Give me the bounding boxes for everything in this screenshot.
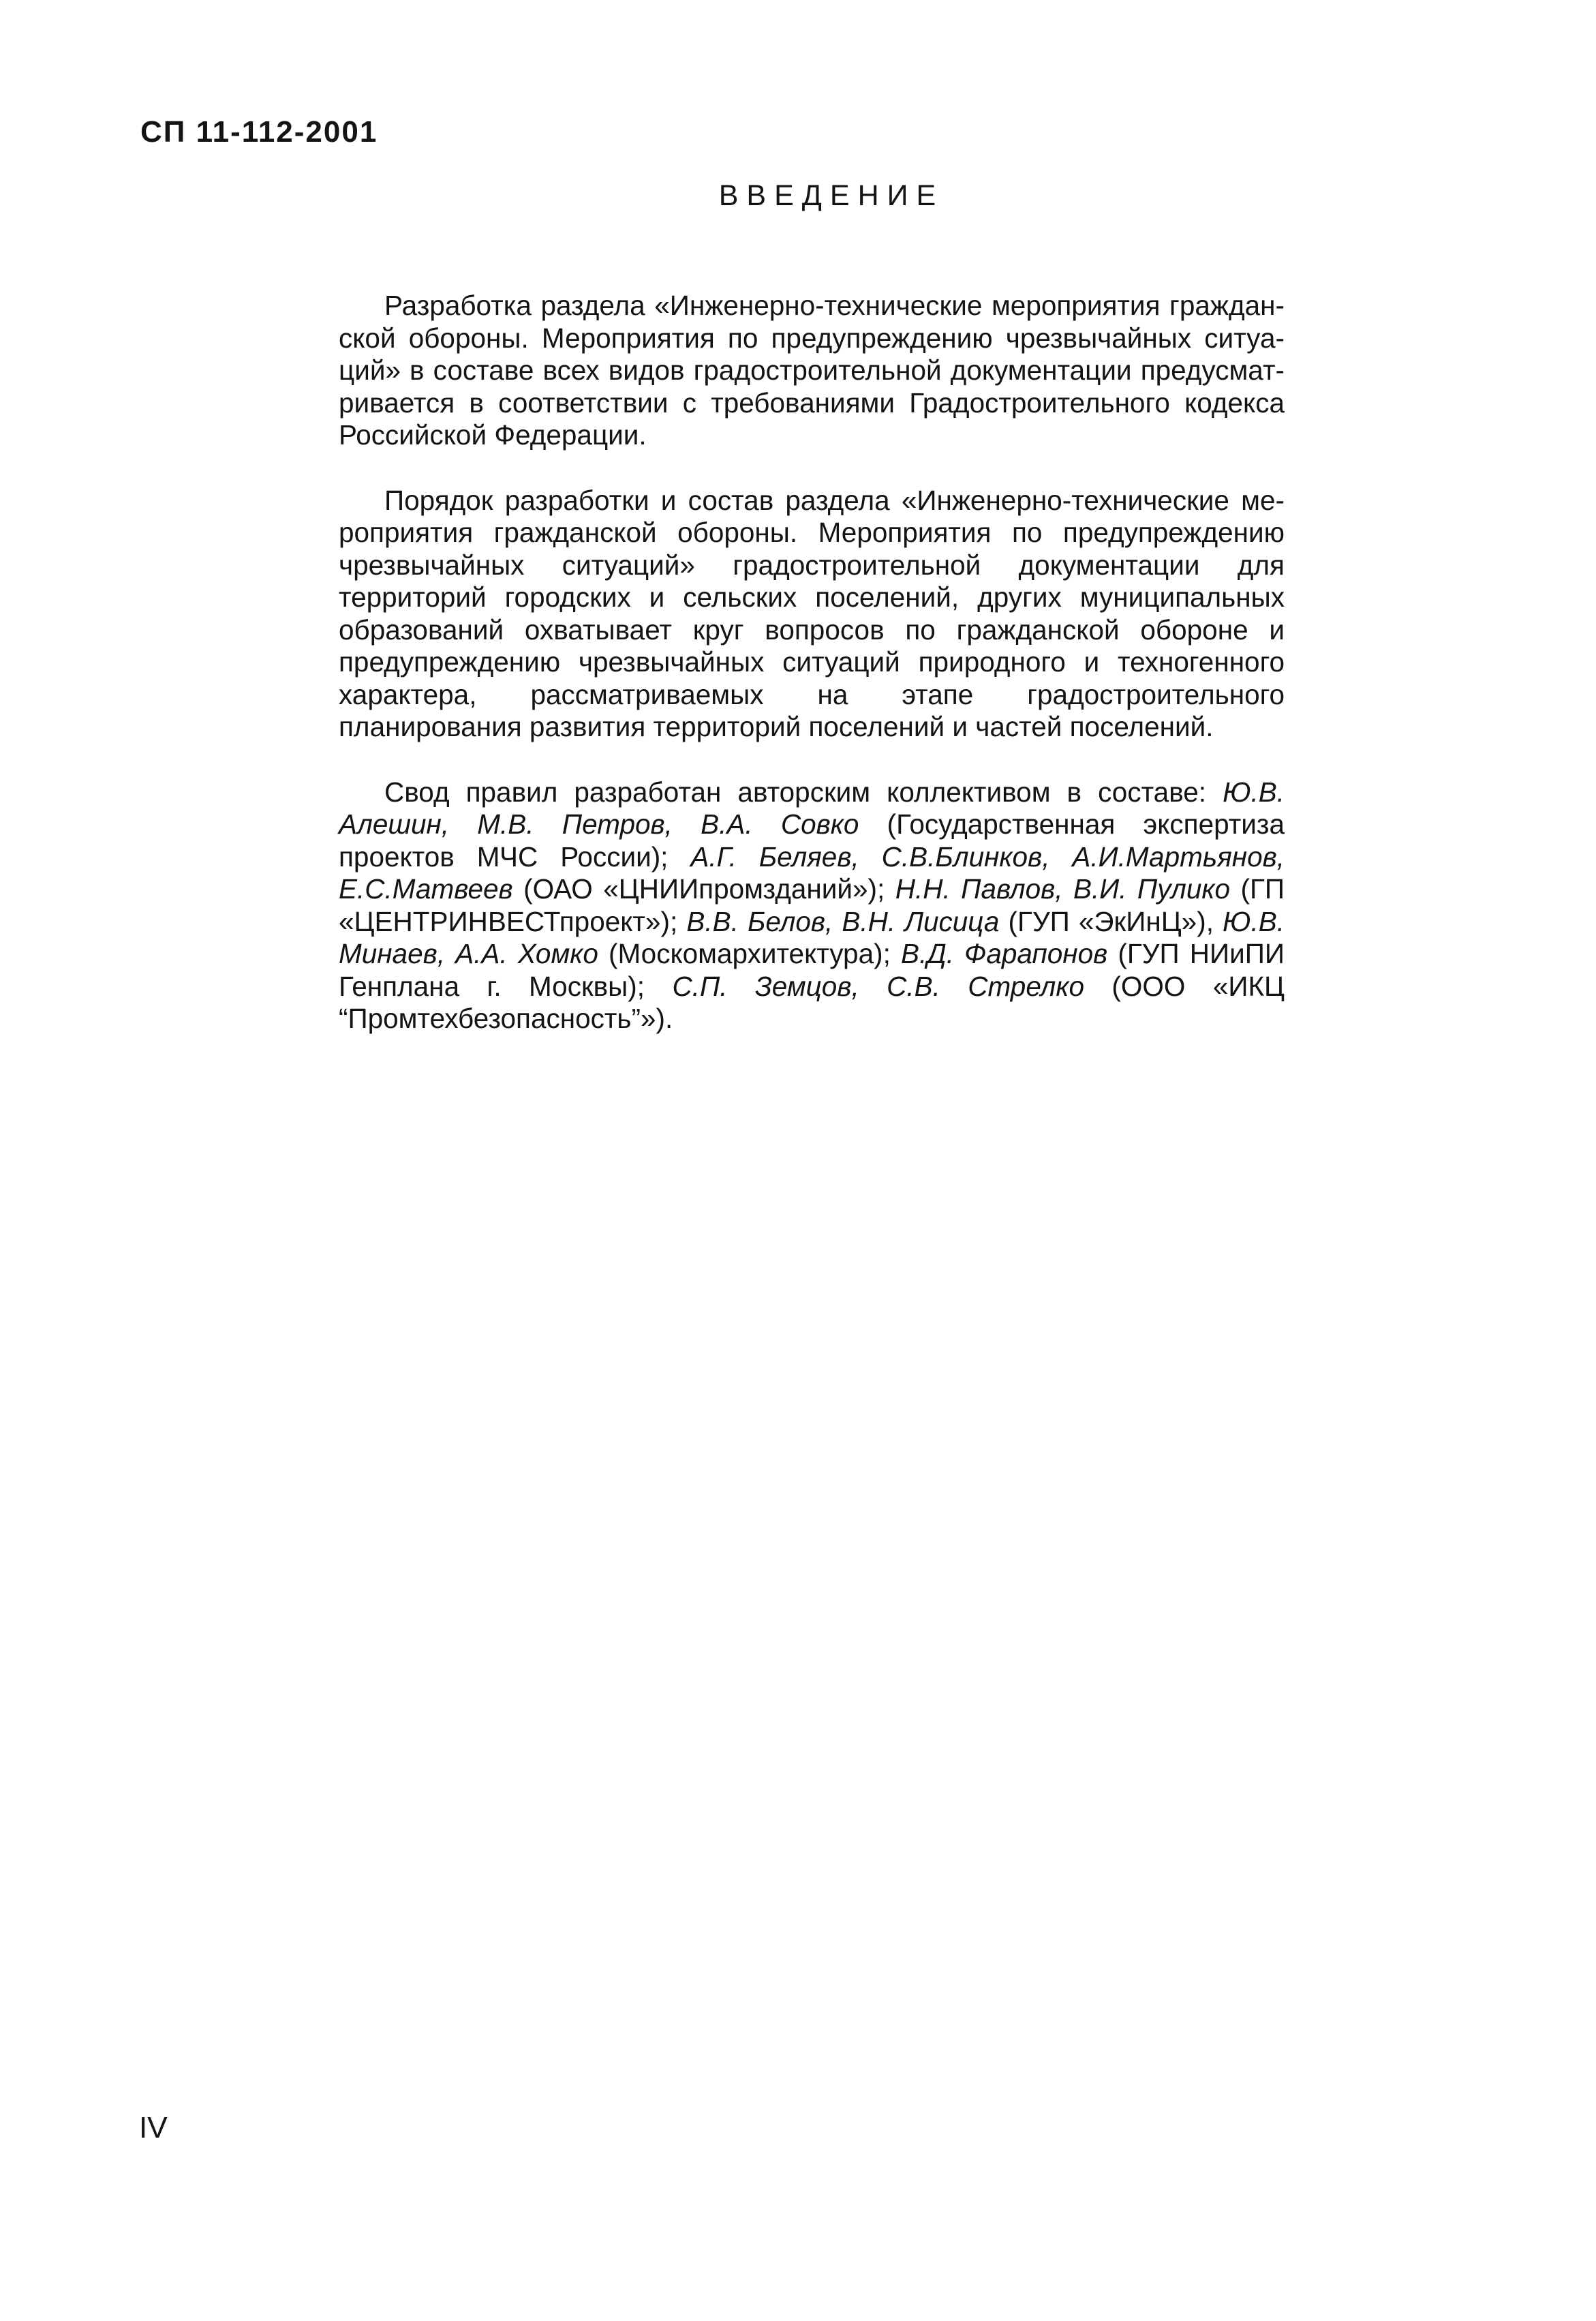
body-text	[339, 290, 1285, 1068]
paragraph-2: Порядок разработки и состав раздела «Инженерно-технические мероприятия гражданской обороны. Мероприятия по предупреждению чрезвычайных ситуаций» градостроительной документации для территорий городских и сельских поселений, других муниципальных образований охватывает круг вопросов по гражданской обороне и предупреждению чрезвычайных ситуаций природного и техногенного характера, рассматриваемых на этапе градостроительного планирования развития территорий поселений и частей поселений.	[339, 484, 1285, 742]
organization: (ГП «ЦЕНТРИНВЕСТпроект»);	[339, 873, 1285, 937]
organization: (ООО «ИКЦ “Промтехбезопасность”»).	[339, 970, 1285, 1034]
author-names: Ю.В. Минаев, А.А. Хомко	[339, 905, 1285, 969]
paragraph-3-intro: Свод правил разработан авторским коллективом в составе:	[384, 776, 1223, 808]
author-names: А.Г. Беляев, С.В.Блинков, А.И.Мартьянов, Е.С.Матвеев	[339, 840, 1285, 905]
author-names: В.Д. Фарапонов	[900, 938, 1108, 969]
author-names: Ю.В. Алешин, М.В. Петров, В.А. Совко	[339, 776, 1285, 840]
page-number: IV	[139, 2111, 168, 2144]
organization: (ГУП «ЭкИнЦ»),	[999, 905, 1223, 937]
organization: (Государственная экспертиза проектов МЧС России);	[339, 808, 1285, 873]
paragraph-1: Разработка раздела «Инженерно-технические мероприятия гражданской обороны. Мероприятия по предупреждению чрезвычайных ситуаций» в составе всех видов градостроительной документации предусматривается в соответствии с требованиями Градостроительного кодекса Российской Федерации.	[339, 290, 1285, 451]
organization: (ОАО «ЦНИИпромзданий»);	[512, 873, 895, 905]
author-names: Н.Н. Павлов, В.И. Пулико	[895, 873, 1231, 905]
organization: (Москомархитектура);	[598, 938, 901, 969]
document-code: СП 11-112-2001	[140, 115, 378, 149]
author-names: В.В. Белов, В.Н. Лисица	[686, 905, 1000, 937]
organization: (ГУП НИиПИ Генплана г. Москвы);	[339, 938, 1285, 1002]
paragraph-3	[339, 776, 1285, 1035]
section-title: ВВЕДЕНИЕ	[718, 179, 945, 212]
author-names: С.П. Земцов, С.В. Стрелко	[672, 970, 1085, 1002]
